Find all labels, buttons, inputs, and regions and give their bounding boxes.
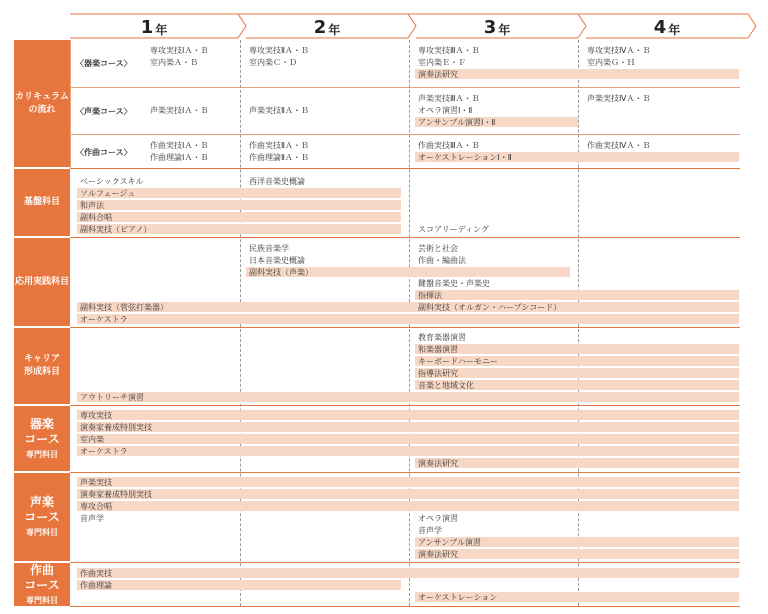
subject-text: 専攻実技ⅣＡ・Ｂ [587, 46, 651, 55]
section-label: 応用実践科目 [14, 276, 69, 287]
section-divider [70, 405, 740, 406]
subject-text: 声楽実技ⅢＡ・Ｂ [418, 94, 480, 103]
course-divider [70, 134, 740, 135]
section-sublabel: 専門科目 [26, 449, 58, 459]
subject-bar [77, 434, 739, 444]
subject-text: 指揮法 [418, 291, 442, 300]
subject-text: 演奏法研究 [418, 70, 458, 79]
year-number: 2 [313, 17, 327, 38]
year-3-header [416, 14, 578, 38]
section-applied [14, 238, 70, 326]
subject-text: 民族音楽学 [249, 244, 289, 253]
subject-text: 和声法 [80, 201, 104, 210]
subject-text: 鍵盤音楽史・声楽史 [418, 279, 490, 288]
section-instrumental [14, 406, 70, 471]
subject-text: 音声学 [80, 514, 104, 523]
course-divider [70, 87, 740, 88]
subject-bar [77, 422, 739, 432]
subject-text: 室内楽Ｃ・Ｄ [249, 58, 297, 67]
year-2-header [246, 14, 408, 38]
subject-text: 副科実技（管弦打楽器） [80, 303, 168, 312]
subject-text: 室内楽Ｇ・Ｈ [587, 58, 635, 67]
course-column-edge [70, 40, 71, 168]
subject-text: アウトリーチ演習 [80, 393, 144, 402]
subject-text: 室内楽 [80, 435, 104, 444]
subject-text: 専攻実技ⅠＡ・Ｂ [150, 46, 209, 55]
section-divider [70, 606, 740, 607]
section-basic [14, 169, 70, 236]
section-divider [70, 327, 740, 328]
subject-text: 芸術と社会 [418, 244, 458, 253]
year-4-header [586, 14, 748, 38]
subject-text: 音楽と地域文化 [418, 381, 474, 390]
subject-text: オーケストレーション [418, 593, 498, 602]
subject-text: 専攻実技 [80, 411, 112, 420]
subject-bar [415, 344, 739, 354]
subject-bar [415, 549, 739, 559]
subject-text: 教育楽器演習 [418, 333, 466, 342]
section-sublabel: 専門科目 [26, 528, 58, 537]
subject-text: 専攻実技ⅡＡ・Ｂ [249, 46, 309, 55]
subject-text: 副科実技（声楽） [249, 268, 313, 277]
subject-bar [415, 458, 739, 468]
subject-text: キーボードハーモニー [418, 357, 498, 366]
section-curriculum [14, 40, 70, 167]
subject-text: オーケストラ [80, 315, 128, 324]
subject-bar [77, 501, 739, 511]
subject-bar [77, 302, 739, 312]
subject-bar [77, 446, 739, 456]
subject-bar [77, 568, 739, 578]
subject-text: 専攻合唱 [80, 502, 112, 511]
subject-text: 西洋音楽史概論 [249, 177, 305, 186]
subject-text: 作曲理論 [80, 581, 112, 590]
subject-text: オペラ演習 [418, 514, 458, 523]
subject-text: 作曲理論ⅠＡ・Ｂ [150, 153, 209, 162]
subject-bar [77, 314, 739, 324]
year-unit: 年 [668, 23, 681, 37]
section-sublabel: 専門科目 [26, 595, 58, 605]
subject-bar [77, 200, 401, 210]
section-label: 作曲 コース [24, 562, 60, 592]
course-label-instrumental: 〈器楽コース〉 [76, 59, 132, 68]
subject-text: 和楽器演習 [418, 345, 458, 354]
course-label-vocal: 〈声楽コース〉 [76, 107, 132, 116]
subject-text: スコアリーディング [418, 225, 489, 234]
subject-text: 副科合唱 [80, 213, 112, 222]
year-number: 3 [483, 17, 497, 38]
subject-text: オペラ演習Ⅰ・Ⅱ [418, 106, 473, 115]
subject-text: ソルフェージュ [80, 189, 136, 198]
year-unit: 年 [498, 23, 511, 37]
course-label-composition: 〈作曲コース〉 [76, 148, 132, 157]
subject-bar [77, 489, 739, 499]
subject-text: アンサンブル演習 [418, 538, 481, 547]
subject-text: 声楽実技ⅣＡ・Ｂ [587, 94, 651, 103]
subject-bar [77, 212, 401, 222]
section-label: 器楽 コース [24, 416, 60, 446]
subject-bar [415, 69, 739, 79]
section-label: カリキュラム の流れ [15, 91, 69, 115]
subject-text: 作曲実技ⅢＡ・Ｂ [418, 141, 480, 150]
year-unit: 年 [155, 23, 168, 37]
section-career [14, 328, 70, 404]
subject-text: 演奏家養成特別実技 [80, 490, 152, 499]
subject-text: オーケストレーションⅠ・Ⅱ [418, 153, 512, 162]
subject-text: 室内楽Ａ・Ｂ [150, 58, 198, 67]
year-unit: 年 [328, 23, 341, 37]
subject-bar [77, 392, 739, 402]
subject-text: 作曲実技ⅡＡ・Ｂ [249, 141, 309, 150]
subject-text: 室内楽Ｅ・Ｆ [418, 58, 466, 67]
section-vocal [14, 473, 70, 561]
subject-bar [415, 368, 739, 378]
subject-bar [77, 410, 739, 420]
subject-text: 声楽実技ⅠＡ・Ｂ [150, 106, 209, 115]
subject-text: 演奏家養成特別実技 [80, 423, 152, 432]
subject-text: 演奏法研究 [418, 550, 458, 559]
subject-text: 作曲実技 [80, 569, 112, 578]
subject-text: 作曲実技ⅣＡ・Ｂ [587, 141, 651, 150]
section-label: 声楽 コース [24, 495, 60, 524]
subject-text: 作曲理論ⅡＡ・Ｂ [249, 153, 309, 162]
section-divider [70, 472, 740, 473]
subject-text: 作曲・編曲法 [418, 256, 466, 265]
section-composition [14, 563, 70, 606]
subject-bar [77, 580, 401, 590]
subject-text: 副科実技（オルガン・ハープシコード） [418, 303, 562, 312]
subject-bar [77, 477, 739, 487]
subject-text: 作曲実技ⅠＡ・Ｂ [150, 141, 209, 150]
subject-text: 専攻実技ⅢＡ・Ｂ [418, 46, 480, 55]
section-label: 基盤科目 [23, 197, 60, 207]
section-divider [70, 237, 740, 238]
subject-bar [415, 290, 739, 300]
section-divider [70, 562, 740, 563]
subject-text: 音声学 [418, 526, 442, 535]
subject-text: アンサンブル演習Ⅰ・Ⅱ [418, 118, 496, 127]
section-label: キャリア 形成科目 [23, 354, 60, 377]
subject-text: ベーシックスキル [80, 177, 144, 186]
subject-text: オーケストラ [80, 447, 128, 456]
subject-text: 声楽実技ⅡＡ・Ｂ [249, 106, 309, 115]
subject-text: 指導法研究 [418, 369, 458, 378]
subject-text: 副科実技（ピアノ） [80, 225, 152, 234]
subject-text: 日本音楽史概論 [249, 256, 305, 265]
year-number: 1 [140, 17, 154, 38]
year-1-header [70, 14, 238, 38]
section-divider [70, 168, 740, 169]
subject-text: 演奏法研究 [418, 459, 458, 468]
year-number: 4 [653, 17, 667, 38]
subject-text: 声楽実技 [80, 478, 112, 487]
